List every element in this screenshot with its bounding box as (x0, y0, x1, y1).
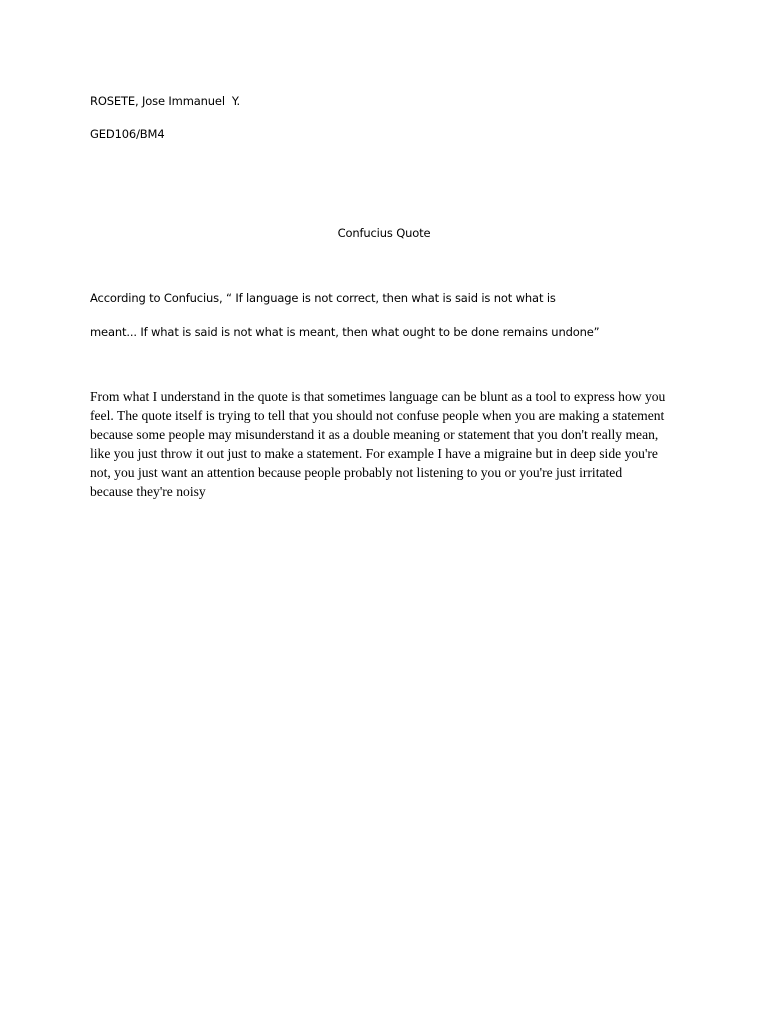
body-line: because some people may misunderstand it as a double meaning or statement that you don't really mean, (90, 427, 659, 442)
author-name: ROSETE, Jose Immanuel Y. (90, 94, 240, 108)
body-line: feel. The quote itself is trying to tell that you should not confuse people when you are making a statement (90, 408, 665, 423)
quote-line: According to Confucius, “ If language is not correct, then what is said is not what is (90, 291, 556, 305)
body-line: because they're noisy (90, 484, 206, 499)
body-line: not, you just want an attention because people probably not listening to you or you're just irritated (90, 465, 623, 480)
body-line: From what I understand in the quote is that sometimes language can be blunt as a tool to express how you (90, 389, 666, 404)
course-code: GED106/BM4 (90, 127, 165, 141)
body-paragraph (90, 387, 690, 501)
body-line: like you just throw it out just to make a statement. For example I have a migraine but in deep side you're (90, 446, 658, 461)
document-title: Confucius Quote (337, 226, 431, 240)
quote-line: meant... If what is said is not what is meant, then what ought to be done remains undone” (90, 325, 600, 339)
